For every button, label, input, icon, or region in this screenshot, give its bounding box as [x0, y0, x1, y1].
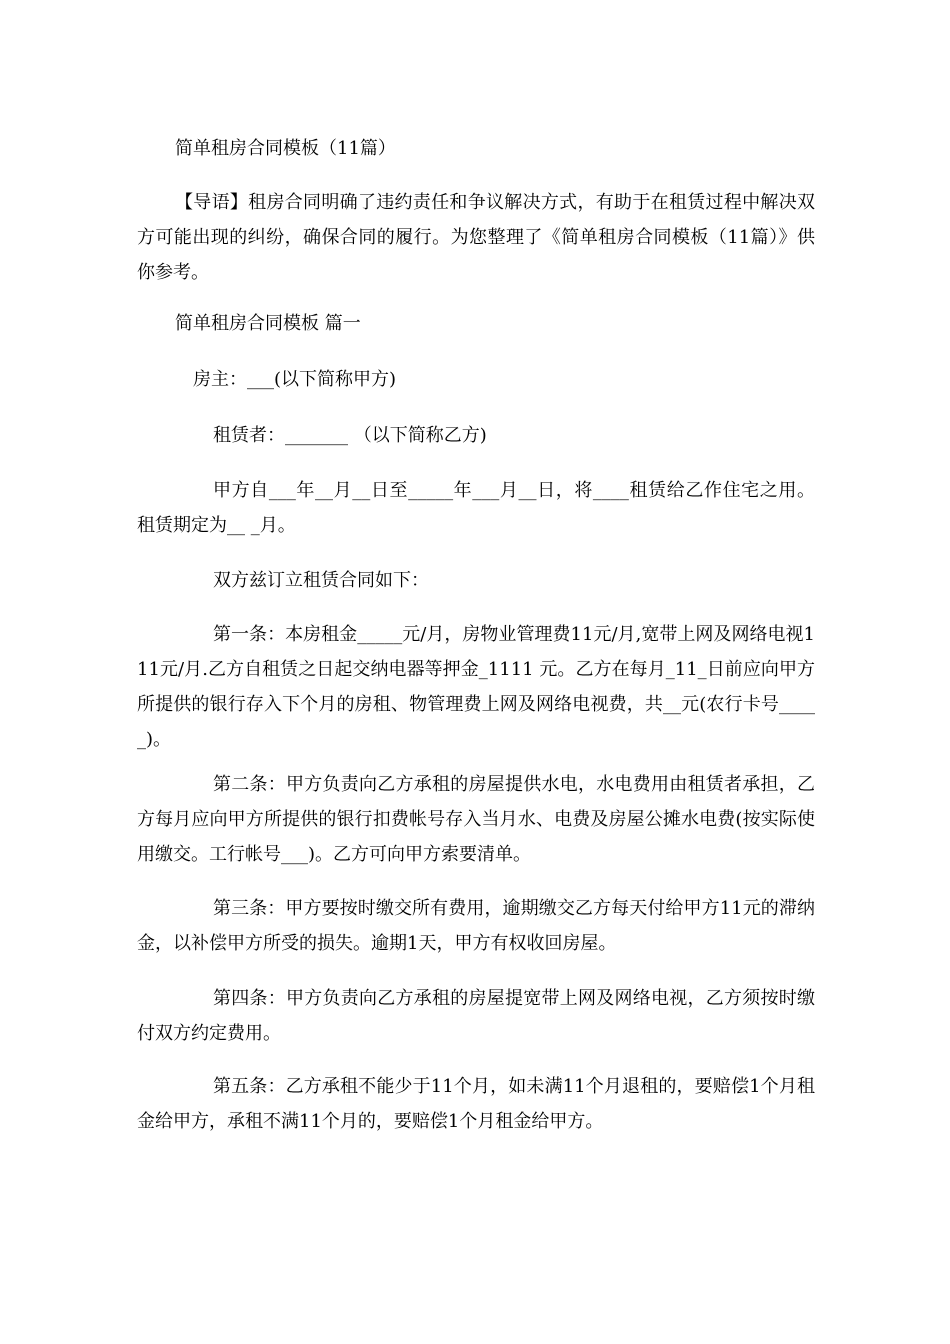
intro-paragraph: 【导语】租房合同明确了违约责任和争议解决方式，有助于在租赁过程中解决双方可能出现的纠纷，确保合同的履行。为您整理了《简单租房合同模板（11篇）》供你参考。 [137, 192, 815, 283]
tenant-line: 租赁者：_______ （以下简称乙方) [213, 425, 487, 446]
article-4: 第四条：甲方负责向乙方承租的房屋提宽带上网及网络电视，乙方须按时缴付双方约定费用。 [137, 988, 815, 1044]
document-title: 简单租房合同模板（11篇） [175, 138, 396, 159]
article-2: 第二条：甲方负责向乙方承租的房屋提供水电，水电费用由租赁者承担，乙方每月应向甲方所提供的银行扣费帐号存入当月水、电费及房屋公摊水电费(按实际使用缴交。工行帐号___)。乙方可向甲方索要清单。 [137, 774, 815, 865]
article-1: 第一条：本房租金_____元/月，房物业管理费11元/月,宽带上网及网络电视111元/月.乙方自租赁之日起交纳电器等押金_1111 元。乙方在每月_11_日前应向甲方所提供的银行存入下个月的房租、物管理费上网及网络电视费，共__元(农行卡号_____)。 [137, 624, 815, 750]
lease-period-paragraph: 甲方自___年__月__日至_____年___月__日，将____租赁给乙作住宅之用。租赁期定为__ _月。 [137, 480, 815, 536]
article-3: 第三条：甲方要按时缴交所有费用，逾期缴交乙方每天付给甲方11元的滞纳金，以补偿甲方所受的损失。逾期1天，甲方有权收回房屋。 [137, 898, 815, 954]
article-5: 第五条：乙方承租不能少于11个月，如未满11个月退租的，要赔偿1个月租金给甲方，承租不满11个月的，要赔偿1个月租金给甲方。 [137, 1076, 815, 1132]
section-heading: 简单租房合同模板 篇一 [175, 313, 361, 334]
agreement-intro: 双方兹订立租赁合同如下： [213, 570, 429, 591]
landlord-line: 房主：___(以下简称甲方) [193, 369, 397, 390]
